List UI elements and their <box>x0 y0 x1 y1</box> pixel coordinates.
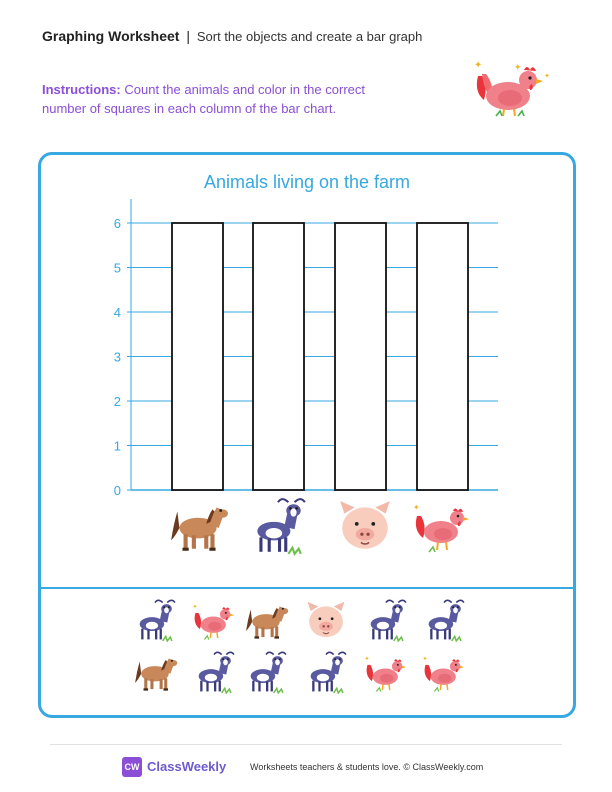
worksheet-subtitle: Sort the objects and create a bar graph <box>196 29 423 44</box>
footer-divider <box>50 744 562 745</box>
svg-text:✦: ✦ <box>192 603 198 611</box>
y-tick-label: 4 <box>113 305 121 320</box>
horse-category-icon <box>167 496 229 558</box>
y-tick-label: 1 <box>113 438 121 454</box>
instructions-text: Count the animals and color in the correct number of squares in each column of the bar chart. <box>42 82 365 116</box>
pig-count-icon <box>303 598 349 644</box>
bar-goat <box>253 223 304 490</box>
goat-category-icon <box>247 496 309 558</box>
svg-text:✦: ✦ <box>474 60 483 71</box>
y-tick-label: 5 <box>113 260 121 276</box>
svg-text:✦: ✦ <box>514 63 522 73</box>
pig-category-icon <box>334 496 396 558</box>
hen-count-icon <box>363 650 409 696</box>
hen-count-icon <box>191 598 237 644</box>
header-separator: | <box>186 28 190 44</box>
svg-text:✦: ✦ <box>413 503 420 512</box>
goat-count-icon <box>421 598 467 644</box>
chart-title: Animals living on the farm <box>203 172 411 192</box>
horse-count-icon <box>243 598 289 644</box>
hen-count-icon <box>421 650 467 696</box>
svg-text:✦: ✦ <box>544 72 550 80</box>
goat-count-icon <box>191 650 237 696</box>
bar-pig <box>335 223 386 490</box>
horse-count-icon <box>132 650 178 696</box>
y-tick-label: 6 <box>113 216 121 231</box>
svg-text:✦: ✦ <box>422 655 428 663</box>
bar-hen <box>417 223 468 490</box>
svg-text:✦: ✦ <box>364 655 370 663</box>
instructions-label: Instructions: <box>42 82 121 97</box>
footer-brand: ClassWeekly <box>147 759 227 774</box>
bar-horse <box>172 223 223 490</box>
footer-tagline: Worksheets teachers & students love. © ClassWeekly.com <box>250 762 484 772</box>
y-tick-label: 3 <box>113 349 121 365</box>
goat-count-icon <box>363 598 409 644</box>
worksheet-title: Graphing Worksheet <box>42 28 180 44</box>
goat-count-icon <box>303 650 349 696</box>
y-tick-label: 2 <box>113 394 121 409</box>
goat-count-icon <box>132 598 178 644</box>
hen-category-icon <box>411 496 473 558</box>
goat-count-icon <box>243 650 289 696</box>
y-tick-label: 0 <box>113 483 121 498</box>
classweekly-logo-icon: CW <box>122 757 142 777</box>
